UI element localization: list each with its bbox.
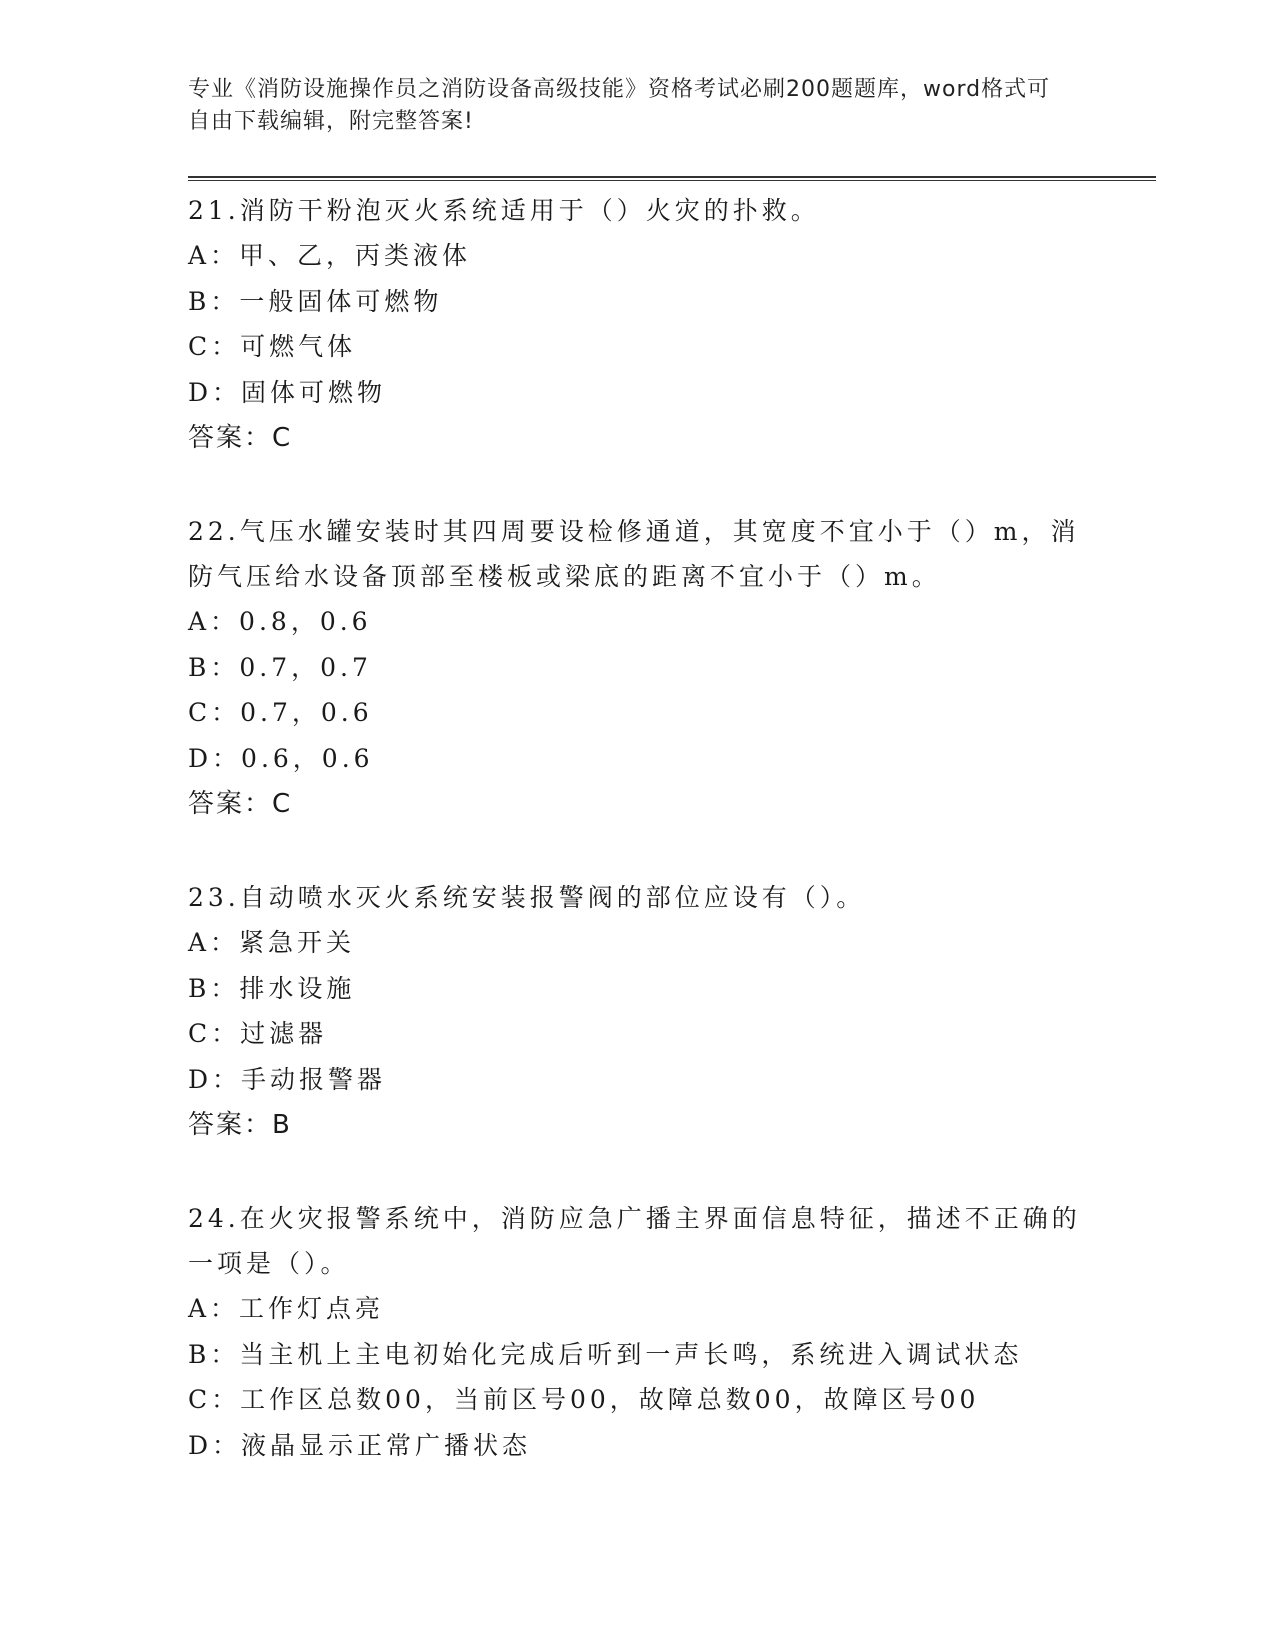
question-22: [188, 509, 1088, 827]
answer: 答案：C: [188, 789, 293, 819]
option-c: C：可燃气体: [188, 332, 357, 361]
answer: 答案：B: [188, 1110, 292, 1140]
document-header: 专业《消防设施操作员之消防设备高级技能》资格考试必刷200题题库，word格式可自由下载编辑，附完整答案!: [188, 77, 1051, 134]
option-b: B：一般固体可燃物: [188, 286, 443, 316]
header-divider: [188, 176, 1156, 181]
question-stem: 24.在火灾报警系统中，消防应急广播主界面信息特征，描述不正确的一项是（）。: [188, 1204, 1081, 1278]
question-23: [188, 875, 1088, 1148]
option-a: A：工作灯点亮: [188, 1294, 385, 1323]
option-d: D：液晶显示正常广播状态: [188, 1430, 532, 1460]
question-stem: 22.气压水罐安装时其四周要设检修通道，其宽度不宜小于（）m，消防气压给水设备顶部至楼板或梁底的距离不宜小于（）m。: [188, 517, 1080, 591]
option-a: A：紧急开关: [188, 928, 356, 957]
option-b: B：0.7，0.7: [188, 652, 372, 682]
question-list: [188, 188, 1088, 1516]
option-d: D：手动报警器: [188, 1064, 387, 1094]
option-a: A：0.8，0.6: [188, 607, 372, 636]
question-stem: 23.自动喷水灭火系统安装报警阀的部位应设有（）。: [188, 883, 866, 912]
answer: 答案：C: [188, 423, 293, 453]
option-c: C：工作区总数00，当前区号00，故障总数00，故障区号00: [188, 1385, 980, 1414]
question-21: [188, 188, 1088, 461]
option-d: D：固体可燃物: [188, 377, 387, 407]
option-c: C：过滤器: [188, 1019, 328, 1048]
question-24: [188, 1196, 1088, 1468]
option-b: B：排水设施: [188, 973, 356, 1003]
option-b: B：当主机上主电初始化完成后听到一声长鸣，系统进入调试状态: [188, 1339, 1023, 1369]
option-d: D：0.6，0.6: [188, 743, 374, 773]
option-a: A：甲、乙，丙类液体: [188, 241, 472, 270]
option-c: C：0.7，0.6: [188, 698, 373, 727]
question-stem: 21.消防干粉泡灭火系统适用于（）火灾的扑救。: [188, 196, 820, 225]
